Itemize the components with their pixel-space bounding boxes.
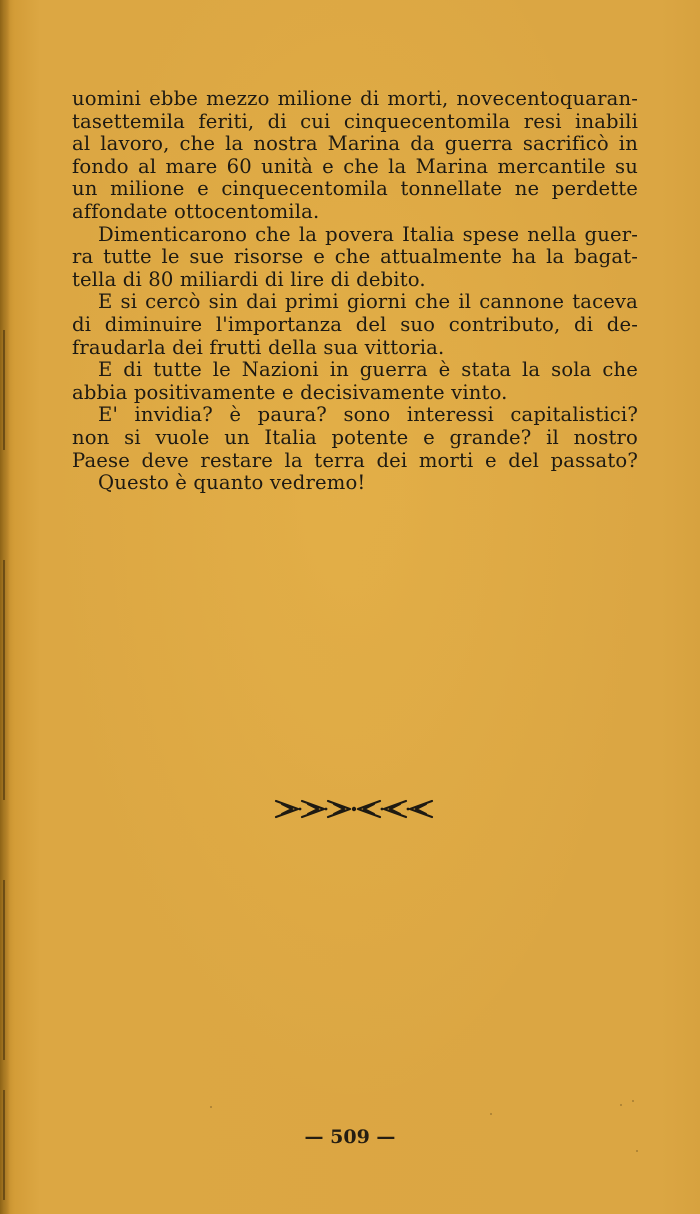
paper-speck [632,1100,634,1102]
text-line: E si cercò sin dai primi giorni che il cannone taceva [98,290,638,314]
leaf-chevron-ornament-icon [272,794,436,824]
text-line: Paese deve restare la terra dei morti e del passato? [72,448,638,472]
text-line: affondate ottocentomila. [72,199,320,223]
text-line: tasettemila feriti, di cui cinquecentomila resi inabili [72,109,638,133]
paragraph [72,224,638,292]
text-line: E' invidia? è paura? sono interessi capitalistici? [98,403,638,427]
spine-mark [3,330,5,450]
paragraph [72,359,638,404]
text-line: Questo è quanto vedremo! [98,471,366,495]
paragraph [72,291,638,359]
text-line: abbia positivamente e decisivamente vinto. [72,380,508,404]
text-line: di diminuire l'importanza del suo contributo, di de- [72,312,638,336]
paper-speck [636,1150,638,1152]
body-text [72,88,638,495]
text-line: al lavoro, che la nostra Marina da guerra sacrificò in [72,132,638,156]
text-line: fondo al mare 60 unità e che la Marina mercantile su [72,154,638,178]
paper-speck [210,1106,212,1108]
text-line: E di tutte le Nazioni in guerra è stata la sola che [98,358,638,382]
text-line: tella di 80 miliardi di lire di debito. [72,267,426,291]
paper-speck [490,1113,492,1115]
spine-mark [3,560,5,800]
page-spine-shadow [0,0,10,1214]
text-line: non si vuole un Italia potente e grande? il nostro [72,425,638,449]
text-line: un milione e cinquecentomila tonnellate ne perdette [72,177,638,201]
paragraph [72,88,638,224]
text-line: Dimenticarono che la povera Italia spese nella guer- [98,222,638,246]
text-line: uomini ebbe mezzo milione di morti, novecentoquaran- [72,87,638,110]
paragraph [72,472,638,495]
paper-speck [620,1104,622,1106]
page-number: — 509 — [304,1126,396,1148]
spine-mark [3,880,5,1060]
text-line: fraudarla dei frutti della sua vittoria. [72,335,445,359]
paragraph [72,404,638,472]
text-line: ra tutte le sue risorse e che attualmente ha la bagat- [72,245,638,269]
